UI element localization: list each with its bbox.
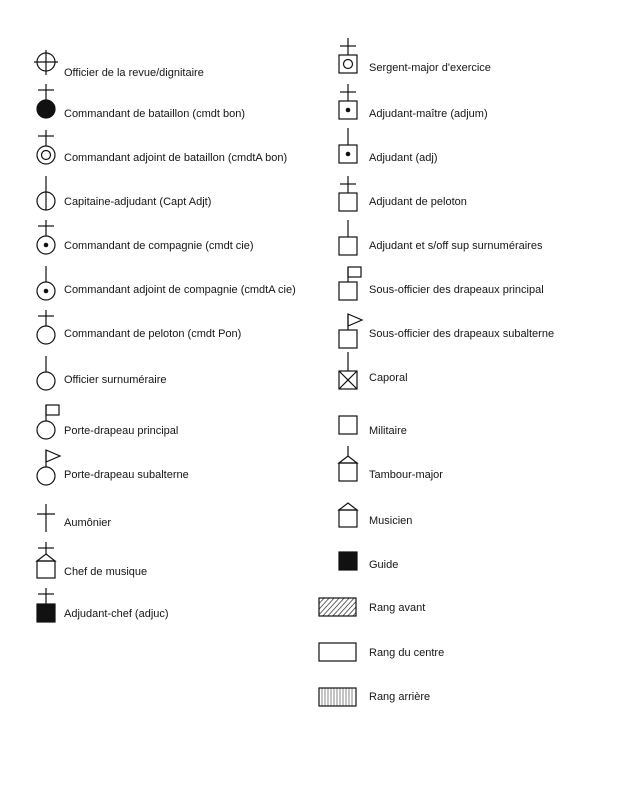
junior-colour-bearer-icon bbox=[34, 449, 64, 487]
legend-label: Commandant adjoint de bataillon (cmdtA bon) bbox=[64, 152, 288, 164]
legend-label: Sergent-major d'exercice bbox=[369, 62, 491, 74]
senior-colour-bearer-icon bbox=[34, 404, 64, 440]
captain-adjutant-icon bbox=[34, 176, 58, 212]
deputy-company-commander-icon bbox=[34, 266, 58, 302]
battalion-commander-icon bbox=[34, 84, 58, 120]
legend-label: Porte-drapeau subalterne bbox=[64, 469, 189, 481]
musician-icon bbox=[336, 500, 360, 530]
legend-label: Chef de musique bbox=[64, 566, 148, 578]
legend-label: Adjudant-chef (adjuc) bbox=[64, 608, 169, 620]
director-of-music-icon bbox=[34, 542, 58, 580]
master-warrant-officer-icon bbox=[336, 84, 360, 122]
legend-label: Rang arrière bbox=[369, 691, 431, 703]
corporal-icon bbox=[336, 352, 360, 392]
legend-label: Adjudant-maître (adjum) bbox=[369, 108, 488, 120]
front-rank-icon bbox=[317, 596, 359, 620]
legend-label: Officier surnuméraire bbox=[64, 374, 167, 386]
rear-rank-icon bbox=[317, 686, 359, 710]
drum-major-icon bbox=[336, 446, 360, 484]
legend-label: Adjudant (adj) bbox=[369, 152, 438, 164]
soldier-icon bbox=[336, 414, 360, 438]
legend-label: Commandant de peloton (cmdt Pon) bbox=[64, 328, 242, 340]
legend-label: Sous-officier des drapeaux principal bbox=[369, 284, 544, 296]
legend-label: Commandant adjoint de compagnie (cmdtA cie) bbox=[64, 284, 296, 296]
supernumerary-nco-icon bbox=[336, 220, 360, 258]
reviewing-officer-icon bbox=[33, 50, 59, 76]
legend-label: Guide bbox=[369, 559, 399, 571]
legend-label: Capitaine-adjudant (Capt Adjt) bbox=[64, 196, 212, 208]
platoon-commander-icon bbox=[34, 310, 58, 346]
legend-label: Porte-drapeau principal bbox=[64, 425, 179, 437]
centre-rank-icon bbox=[317, 641, 359, 665]
senior-colour-nco-icon bbox=[336, 266, 366, 304]
chaplain-icon bbox=[34, 504, 58, 534]
legend-label: Officier de la revue/dignitaire bbox=[64, 67, 204, 79]
platoon-warrant-icon bbox=[336, 176, 360, 214]
chief-warrant-officer-icon bbox=[34, 588, 58, 624]
supernumerary-officer-icon bbox=[34, 356, 58, 392]
legend-label: Militaire bbox=[369, 425, 407, 437]
legend-label: Adjudant et s/off sup surnuméraires bbox=[369, 240, 543, 252]
guide-icon bbox=[336, 550, 360, 574]
drill-sergeant-major-icon bbox=[336, 38, 360, 76]
legend-label: Adjudant de peloton bbox=[369, 196, 467, 208]
legend-label: Tambour-major bbox=[369, 469, 443, 481]
warrant-officer-icon bbox=[336, 128, 360, 166]
legend-label: Aumônier bbox=[64, 517, 112, 529]
junior-colour-nco-icon bbox=[336, 313, 366, 351]
legend-label: Caporal bbox=[369, 372, 408, 384]
legend-label: Commandant de bataillon (cmdt bon) bbox=[64, 108, 245, 120]
legend-label: Rang du centre bbox=[369, 647, 445, 659]
company-commander-icon bbox=[34, 220, 58, 256]
deputy-battalion-commander-icon bbox=[34, 130, 58, 166]
legend-label: Sous-officier des drapeaux subalterne bbox=[369, 328, 555, 340]
legend-label: Musicien bbox=[369, 515, 413, 527]
legend-label: Rang avant bbox=[369, 602, 426, 614]
legend-label: Commandant de compagnie (cmdt cie) bbox=[64, 240, 254, 252]
